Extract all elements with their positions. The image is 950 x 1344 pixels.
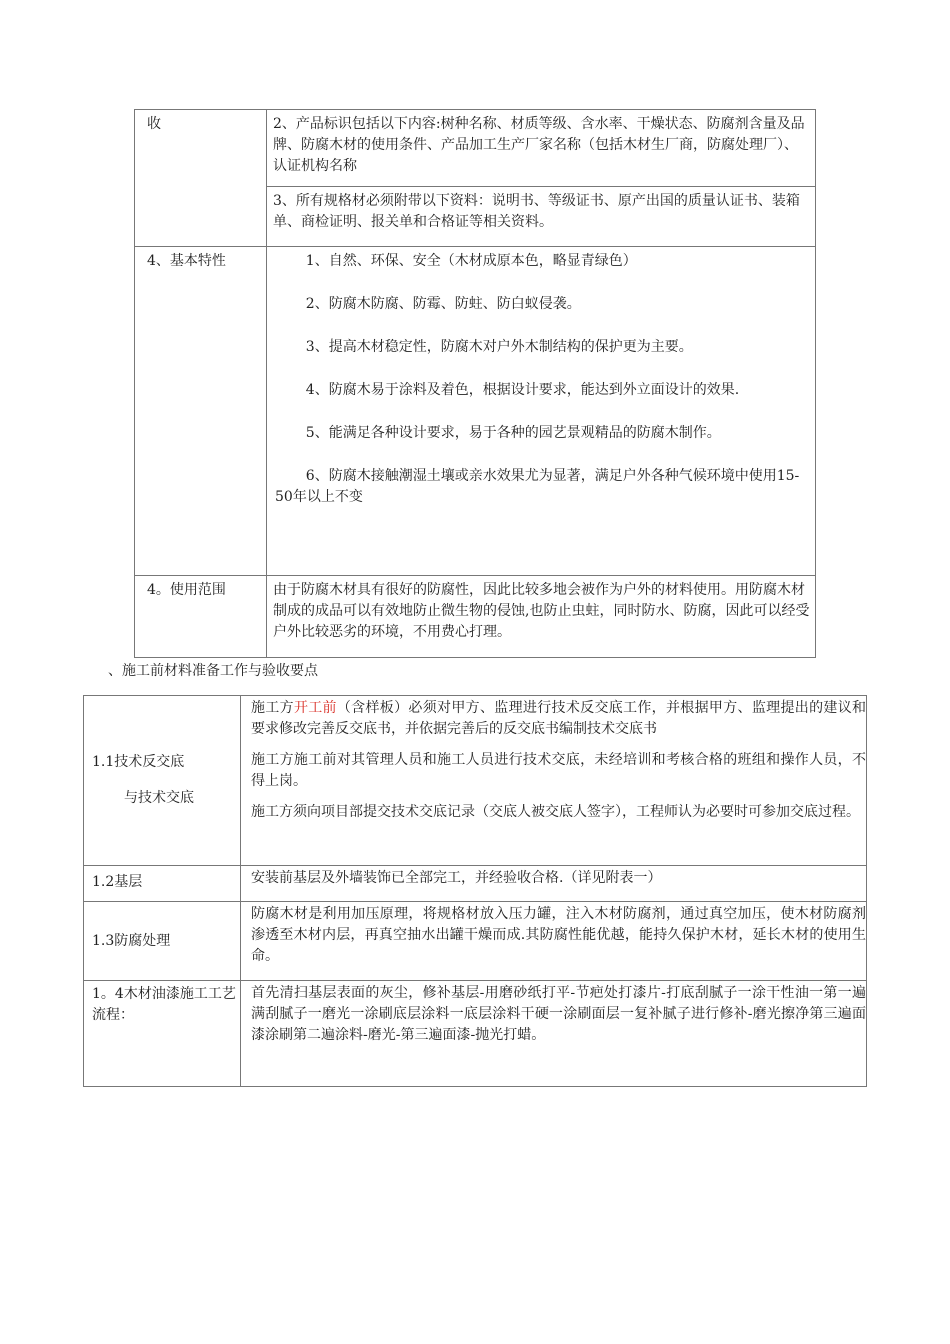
tech-briefing-paragraph-2: 施工方施工前对其管理人员和施工人员进行技术交底，未经培训和考核合格的班组和操作人员，不得上岗。 xyxy=(251,752,866,789)
product-marking-cell xyxy=(267,110,816,187)
basic-features-label: 4、基本特性 xyxy=(147,253,226,269)
feature-item: 6、防腐木接触潮湿土壤或亲水效果尤为显著，满足户外各种气候环境中使用15-50年以上不变 xyxy=(275,468,800,505)
feature-item: 5、能满足各种设计要求，易于各种的园艺景观精品的防腐木制作。 xyxy=(305,425,721,441)
feature-item: 4、防腐木易于涂料及着色，根据设计要求，能达到外立面设计的效果. xyxy=(305,382,740,398)
documents-text: 3、所有规格材必须附带以下资料：说明书、等级证书、原产出国的质量认证书、装箱单、商检证明、报关单和合格证等相关资料。 xyxy=(273,193,800,230)
painting-process-label-cell xyxy=(84,981,241,1087)
usage-scope-text: 由于防腐木材具有很好的防腐性，因此比较多地会被作为户外的材料使用。用防腐木材制成的成品可以有效地防止微生物的侵蚀,也防止虫蛀，同时防水、防腐，因此可以经受户外比较恶劣的环境，不用费心打理。 xyxy=(273,582,810,640)
usage-scope-label-cell xyxy=(135,576,267,658)
painting-process-label: 1。4木材油漆施工工艺流程： xyxy=(92,986,236,1023)
tech-briefing-cell xyxy=(241,696,867,866)
preservative-text: 防腐木材是利用加压原理，将规格材放入压力罐，注入木材防腐剂，通过真空加压，使木材防腐剂渗透至木材内层，再真空抽水出罐干燥而成.其防腐性能优越，能持久保护木材，延长木材的使用生命。 xyxy=(251,906,866,964)
documents-cell xyxy=(267,187,816,247)
tech-briefing-label-line2: 与技术交底 xyxy=(124,790,194,806)
product-marking-text: 2、产品标识包括以下内容:树种名称、材质等级、含水率、干燥状态、防腐剂含量及品牌、防腐木材的使用条件、产品加工生产厂家名称（包括木材生厂商，防腐处理厂）、认证机构名称 xyxy=(273,116,805,174)
tech-briefing-label-cell xyxy=(84,696,241,866)
usage-scope-cell xyxy=(267,576,816,658)
highlighted-phrase: 开工前 xyxy=(293,700,337,716)
material-acceptance-table xyxy=(134,109,816,658)
painting-process-text: 首先清扫基层表面的灰尘，修补基层-用磨砂纸打平-节疤处打漆片-打底刮腻子一涂干性油一第一遍满刮腻子一磨光一涂刷底层涂料一底层涂料干硬一涂刷面层一复补腻子进行修补-磨光擦净第三遍面漆涂刷第二遍涂料-磨光-第三遍面漆-抛光打蜡。 xyxy=(251,985,866,1043)
acceptance-label-cell xyxy=(135,110,267,247)
preservative-label: 1.3防腐处理 xyxy=(92,932,171,949)
usage-scope-label: 4。使用范围 xyxy=(147,582,226,598)
feature-item: 2、防腐木防腐、防霉、防蛀、防白蚁侵袭。 xyxy=(305,296,581,312)
preservative-label-cell xyxy=(84,902,241,981)
basic-features-cell xyxy=(267,247,816,576)
basic-features-label-cell xyxy=(135,247,267,576)
tech-briefing-paragraph-1 xyxy=(251,698,866,740)
tech-briefing-suffix: （含样板）必须对甲方、监理进行技术反交底工作，并根据甲方、监理提出的建议和要求修改完善反交底书，并依据完善后的反交底书编制技术交底书 xyxy=(251,700,867,737)
feature-item: 1、自然、环保、安全（木材成原本色，略显青绿色） xyxy=(305,253,637,269)
base-layer-text: 安装前基层及外墙装饰已全部完工，并经验收合格.（详见附表一） xyxy=(251,870,662,886)
base-layer-label-cell xyxy=(84,866,241,902)
base-layer-cell xyxy=(241,866,867,902)
painting-process-cell xyxy=(241,981,867,1087)
tech-briefing-label-line1: 1.1技术反交底 xyxy=(92,754,185,770)
tech-briefing-prefix: 施工方 xyxy=(251,700,294,716)
tech-briefing-paragraph-3: 施工方须向项目部提交技术交底记录（交底人被交底人签字），工程师认为必要时可参加交底过程。 xyxy=(251,804,860,820)
feature-item: 3、提高木材稳定性，防腐木对户外木制结构的保护更为主要。 xyxy=(305,339,693,355)
section-heading: 、施工前材料准备工作与验收要点 xyxy=(108,663,318,679)
preservative-cell xyxy=(241,902,867,981)
base-layer-label: 1.2基层 xyxy=(92,874,143,890)
preparation-table xyxy=(83,695,867,1087)
acceptance-label: 收 xyxy=(147,116,161,132)
